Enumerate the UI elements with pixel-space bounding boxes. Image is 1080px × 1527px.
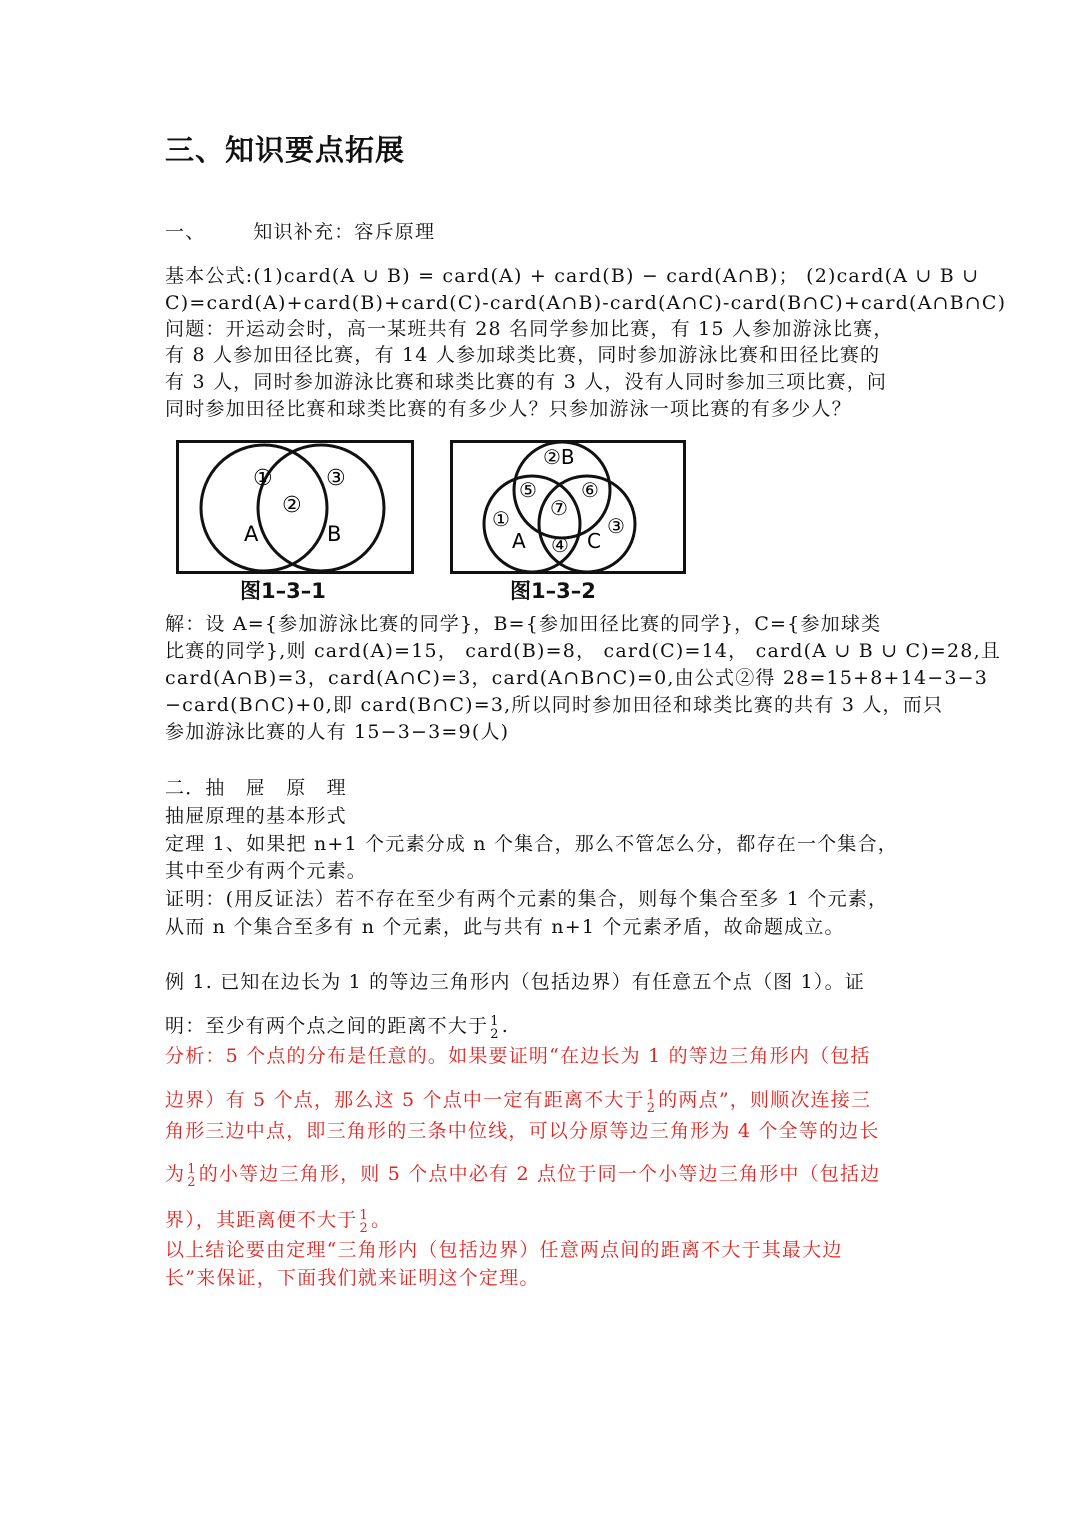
fraction-numerator: 1 <box>359 1208 369 1223</box>
solution-line: −card(B∩C)+0,即 card(B∩C)=3,所以同时参加田径和球类比赛的共有 3 人，而只 <box>165 694 944 716</box>
region-1-label: ① <box>253 466 273 491</box>
page-title: 三、知识要点拓展 <box>165 133 406 167</box>
example-line: 例 1. 已知在边长为 1 的等边三角形内（包括边界）有任意五个点（图 1）。证 <box>165 971 866 993</box>
analysis-line2-text: 边界）有 5 个点，那么这 5 个点中一定有距离不大于 <box>165 1089 645 1111</box>
region-5-label: ⑤ <box>519 478 537 502</box>
problem-line: 有 8 人参加田径比赛，有 14 人参加球类比赛，同时参加游泳比赛和田径比赛的 <box>165 344 881 366</box>
region-2-label: ② <box>282 493 302 518</box>
theorem-line: 其中至少有两个元素。 <box>165 860 368 882</box>
formula-line-1: 基本公式:(1)card(A ∪ B) = card(A) + card(B) − card(A∩B)； (2)card(A ∪ B ∪ <box>165 265 980 287</box>
solution-line: 解：设 A={参加游泳比赛的同学}，B={参加田径比赛的同学}，C={参加球类 <box>165 613 882 635</box>
fraction-half <box>187 1163 196 1189</box>
fraction-half <box>647 1089 656 1115</box>
problem-line: 有 3 人，同时参加游泳比赛和球类比赛的有 3 人，没有人同时参加三项比赛，问 <box>165 371 888 393</box>
section1-heading <box>165 218 917 246</box>
analysis-line: 长”来保证，下面我们就来证明这个定理。 <box>165 1267 540 1289</box>
set-a-label: A <box>244 522 259 546</box>
region-1-label: ① <box>492 507 510 531</box>
region-3-label: ③ <box>607 514 625 538</box>
analysis-line5-end: 。 <box>371 1209 392 1231</box>
fraction-numerator: 1 <box>490 1014 500 1029</box>
fraction-denominator: 2 <box>490 1027 500 1042</box>
solution-line: 参加游泳比赛的人有 15−3−3=9(人) <box>165 721 510 743</box>
analysis-line <box>165 1086 917 1115</box>
set-a-label: A <box>512 529 526 553</box>
analysis-line4-text: 为 <box>165 1163 186 1185</box>
set-c-label: C <box>587 529 601 553</box>
figure-2-caption: 图1–3–2 <box>510 579 596 603</box>
fraction-numerator: 1 <box>187 1162 197 1177</box>
theorem-line: 定理 1、如果把 n+1 个元素分成 n 个集合，那么不管怎么分，都存在一个集合， <box>165 833 898 855</box>
section1-heading-num: 一、 <box>165 221 206 243</box>
figure-1-caption: 图1–3–1 <box>240 579 326 603</box>
example-line <box>165 1012 917 1041</box>
analysis-line: 以上结论要由定理“三角形内（包括边界）任意两点间的距离不大于其最大边 <box>165 1239 843 1261</box>
example-line2-end: . <box>501 1015 509 1037</box>
venn-diagram-two-sets <box>176 440 414 574</box>
analysis-line <box>165 1206 917 1235</box>
analysis-line: 角形三边中点，即三角形的三条中位线，可以分原等边三角形为 4 个全等的边长 <box>165 1120 880 1142</box>
analysis-line <box>165 1160 917 1189</box>
venn-diagram-three-sets <box>450 440 686 574</box>
section2-subheading: 抽屉原理的基本形式 <box>165 805 347 827</box>
analysis-line4-end: 的小等边三角形，则 5 个点中必有 2 点位于同一个小等边三角形中（包括边 <box>198 1163 881 1185</box>
set-b-label: B <box>327 522 342 546</box>
fraction-denominator: 2 <box>646 1101 657 1116</box>
analysis-line: 分析：5 个点的分布是任意的。如果要证明“在边长为 1 的等边三角形内（包括 <box>165 1045 871 1067</box>
proof-line: 证明：(用反证法）若不存在至少有两个元素的集合，则每个集合至多 1 个元素， <box>165 888 889 910</box>
example-line2-text: 明：至少有两个点之间的距离不大于 <box>165 1015 489 1037</box>
fraction-denominator: 2 <box>187 1175 197 1190</box>
formula-line-2: C)=card(A)+card(B)+card(C)-card(A∩B)-card(A∩C)-card(B∩C)+card(A∩B∩C) <box>165 292 1007 314</box>
region-2b-label: ②B <box>543 445 575 469</box>
solution-line: 比赛的同学},则 card(A)=15， card(B)=8， card(C)=14， card(A ∪ B ∪ C)=28,且 <box>165 640 1002 662</box>
fraction-half <box>360 1209 369 1235</box>
analysis-line5-text: 界），其距离便不大于 <box>165 1209 358 1231</box>
solution-line: card(A∩B)=3，card(A∩C)=3，card(A∩B∩C)=0,由公式②得 28=15+8+14−3−3 <box>165 667 989 689</box>
fraction-half <box>490 1015 499 1041</box>
region-3-label: ③ <box>326 466 346 491</box>
region-7-label: ⑦ <box>550 496 568 520</box>
problem-line: 问题：开运动会时，高一某班共有 28 名同学参加比赛，有 15 人参加游泳比赛， <box>165 318 894 340</box>
region-4-label: ④ <box>551 533 569 557</box>
analysis-line2-end: 的两点”，则顺次连接三 <box>658 1089 872 1111</box>
problem-line: 同时参加田径比赛和球类比赛的有多少人？只参加游泳一项比赛的有多少人？ <box>165 398 852 420</box>
section1-heading-text: 知识补充：容斥原理 <box>253 221 436 243</box>
region-6-label: ⑥ <box>581 478 599 502</box>
section2-heading: 二．抽 屉 原 理 <box>165 777 347 799</box>
fraction-denominator: 2 <box>359 1221 369 1236</box>
fraction-numerator: 1 <box>646 1088 657 1103</box>
proof-line: 从而 n 个集合至多有 n 个元素，此与共有 n+1 个元素矛盾，故命题成立。 <box>165 916 845 938</box>
